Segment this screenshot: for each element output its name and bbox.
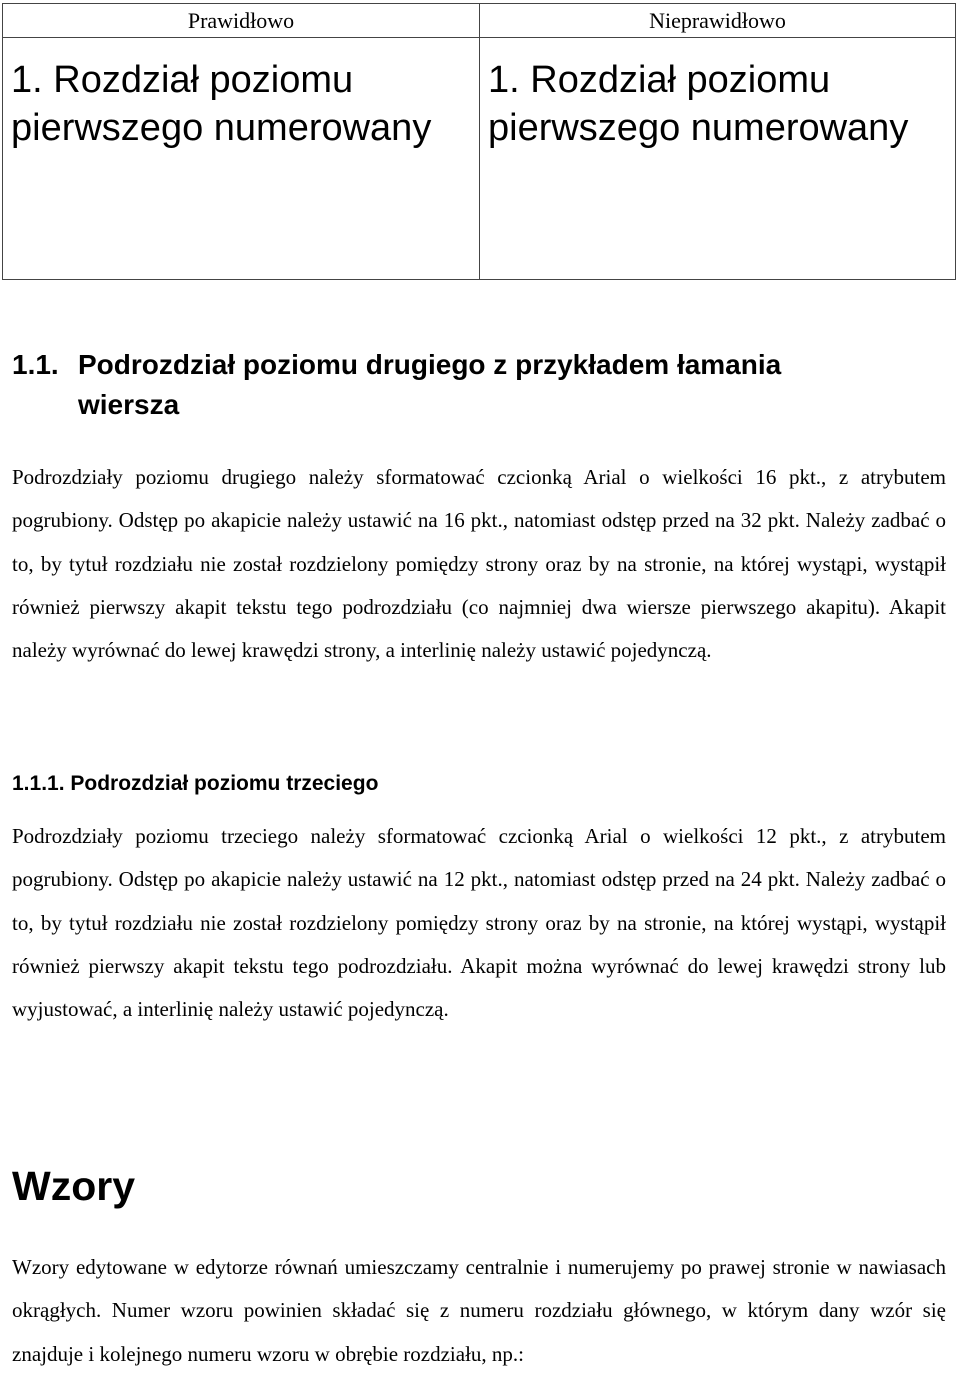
section-1-1-number: 1.1. — [12, 349, 59, 380]
incorrect-column-header: Nieprawidłowo — [480, 4, 956, 38]
correct-column-header: Prawidłowo — [3, 4, 480, 38]
correct-example-cell — [3, 38, 480, 280]
section-1-1-body: Podrozdziały poziomu drugiego należy sformatować czcionką Arial o wielkości 16 pkt., z atrybutem pogrubiony. Odstęp po akapicie należy ustawić na 16 pkt., natomiast odstęp przed na 32 pkt. Należy zadbać o to, by tytuł rozdziału nie został rozdzielony pomiędzy strony oraz by na stronie, na której wystąpi, wystąpił również pierwszy akapit tekstu tego podrozdziału (co najmniej dwa wiersze pierwszego akapitu). Akapit należy wyrównać do lewej krawędzi strony, a interlinię należy ustawić pojedynczą. — [12, 465, 946, 663]
section-1-1-title-line1: Podrozdział poziomu drugiego z przykładem łamania — [78, 349, 782, 380]
correct-heading-example: 1. Rozdział poziomu pierwszego numerowany — [11, 59, 432, 149]
section-1-1-1-body: Podrozdziały poziomu trzeciego należy sformatować czcionką Arial o wielkości 12 pkt., z atrybutem pogrubiony. Odstęp po akapicie należy ustawić na 12 pkt., natomiast odstęp przed na 24 pkt. Należy zadbać o to, by tytuł rozdziału nie został rozdzielony pomiędzy strony oraz by na stronie, na której wystąpi, wystąpił również pierwszy akapit tekstu tego podrozdziału. Akapit można wyrównać do lewej krawędzi strony lub wyjustować, a interlinię należy ustawić pojedynczą. — [12, 824, 946, 1022]
comparison-table — [2, 3, 956, 280]
incorrect-heading-example: 1. Rozdział poziomu pierwszego numerowany — [488, 59, 909, 149]
section-1-1-heading — [12, 345, 942, 425]
wzory-body: Wzory edytowane w edytorze równań umieszczamy centralnie i numerujemy po prawej stronie w nawiasach okrągłych. Numer wzoru powinien składać się z numeru rozdziału głównego, w którym dany wzór się znajduje i kolejnego numeru wzoru w obrębie rozdziału, np.: — [12, 1255, 946, 1366]
comparison-example-row — [3, 38, 956, 280]
section-1-1-1-heading: 1.1.1. Podrozdział poziomu trzeciego — [12, 772, 379, 795]
wzory-heading: Wzory — [12, 1163, 135, 1209]
incorrect-example-cell — [480, 38, 956, 280]
comparison-header-row — [3, 4, 956, 38]
section-1-1-title-line2: wiersza — [78, 389, 180, 420]
